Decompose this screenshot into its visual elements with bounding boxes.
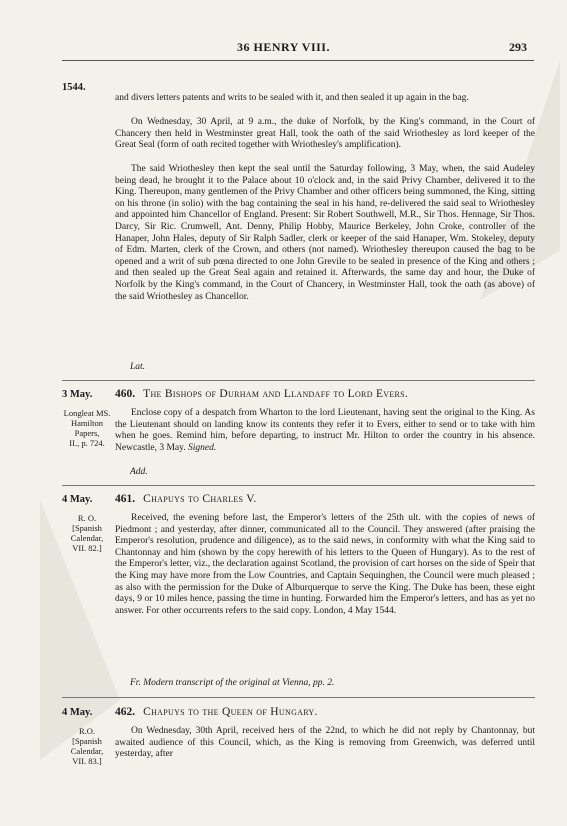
entry-source-reference: R.O. [Spanish Calendar, VII. 83.] xyxy=(70,726,104,766)
entry-note: Add. xyxy=(130,467,148,477)
entry-title: The Bishops of Durham and Llandaff to Lord Evers. xyxy=(143,388,409,400)
entry-heading xyxy=(115,388,408,400)
signed-note: Signed. xyxy=(188,442,217,453)
continuation-paragraph-1: and divers letters patents and writs to be sealed with it, and then sealed it up again in the bag. xyxy=(115,93,469,103)
running-title: 36 HENRY VIII. xyxy=(237,40,330,54)
entry-divider xyxy=(62,380,535,381)
page-number: 293 xyxy=(509,40,527,54)
entry-number: 461. xyxy=(115,493,136,505)
entry-note: Fr. Modern transcript of the original at Vienna, pp. 2. xyxy=(130,678,335,688)
header-rule xyxy=(62,60,534,61)
entry-date: 4 May. xyxy=(62,494,93,505)
entry-number: 460. xyxy=(115,388,136,400)
entry-date: 4 May. xyxy=(62,707,93,718)
continuation-source-note: Lat. xyxy=(130,362,146,372)
year-marker: 1544. xyxy=(62,82,86,93)
entry-body: Enclose copy of a despatch from Wharton to the lord Lieutenant, having sent the original to the King. As the Lieutenant should on landing know its contents they refer it to Evers, either to send or to take with him when he goes. Remind him, before departing, to instruct Mr. Hilton to order the country in his absence. Newcastle, 3 May. Signed. xyxy=(115,408,535,453)
entry-title: Chapuys to Charles V. xyxy=(143,493,257,505)
entry-number: 462. xyxy=(115,706,136,718)
entry-divider xyxy=(62,697,535,698)
entry-source-reference: R. O. [Spanish Calendar, VII. 82.] xyxy=(70,513,104,553)
entry-body: Received, the evening before last, the Emperor's letters of the 25th ult. with the copies of news of Piedmont ; and yesterday, after dinner, communicated all to the Council. They answered (after praising the Emperor's resolution, prudence and diligence), as to the said news, in conformity with what the King said to Chantonnay and him (shown by the copy herewith of his letters to the Queen of Hungary). As to the rest of the Emperor's letter, viz., the declaration against Scotland, the provision of cart horses on the side of Speir that the King may have more from the Low Countries, and Captain Sequinghen, the Council were much pleased ; as also with the permission for the Duke of Alburquerque to serve the King. The Duke has been, these eight days, 9 or 10 miles hence, passing the time in hunting. Forwarded him the Emperor's letters, and has as yet no answer. For other occurrents refers to the said copy. London, 4 May 1544. xyxy=(115,513,535,616)
entry-title: Chapuys to the Queen of Hungary. xyxy=(143,706,318,718)
entry-body: On Wednesday, 30th April, received hers of the 22nd, to which he did not reply by Chantonnay, but awaited audience of this Council, which, as the King is removing from Greenwich, was deferred until yesterday, after xyxy=(115,726,535,760)
entry-source-reference: Longleat MS. Hamilton Papers, II., p. 724. xyxy=(63,408,111,448)
entry-date: 3 May. xyxy=(62,389,93,400)
entry-heading xyxy=(115,706,318,718)
continuation-paragraph-3: The said Wriothesley then kept the seal until the Saturday following, 3 May, when, the said Audeley being dead, he brought it to the Palace about 10 o'clock and, in the said Privy Chamber, delivered it to the King. Thereupon, many gentlemen of the Privy Chamber and other officers being summoned, the King, sitting on his throne (in solio) with the bag containing the seal in his hand, re-delivered the said seal to Wriothesley and appointed him Chancellor of England. Present: Sir Robert Southwell, M.R., Sir Thos. Hennage, Sir Thos. Darcy, Sir Ric. Crumwell, Ant. Denny, Philip Hobby, Maurice Berkeley, John Croke, controller of the Hanaper, John Hales, deputy of Sir Ralph Sadler, clerk or keeper of the said Hanaper, Wm. Stokeley, deputy of Edm. Marten, clerk of the Crown, and others (not named). Wriothesley thereupon caused the bag to be opened and a writ of sub pœna directed to one John Grevile to be sealed in presence of the King and others ; and then sealed up the Great Seal again and retained it. Afterwards, the same day and hour, the Duke of Norfolk by the King's command, in the Court of Chancery, in Westminster Hall, took the oath (as above) of the said Wriothesley as Chancellor. xyxy=(115,164,535,302)
entry-heading xyxy=(115,493,257,505)
entry-divider xyxy=(62,485,535,486)
continuation-paragraph-2: On Wednesday, 30 April, at 9 a.m., the duke of Norfolk, by the King's command, in the Court of Chancery then held in Westminster great Hall, took the oath of the said Wriothesley as lord keeper of the Great Seal (form of oath recited together with Wriothesley's amplification). xyxy=(115,117,535,151)
page-header xyxy=(0,40,567,60)
